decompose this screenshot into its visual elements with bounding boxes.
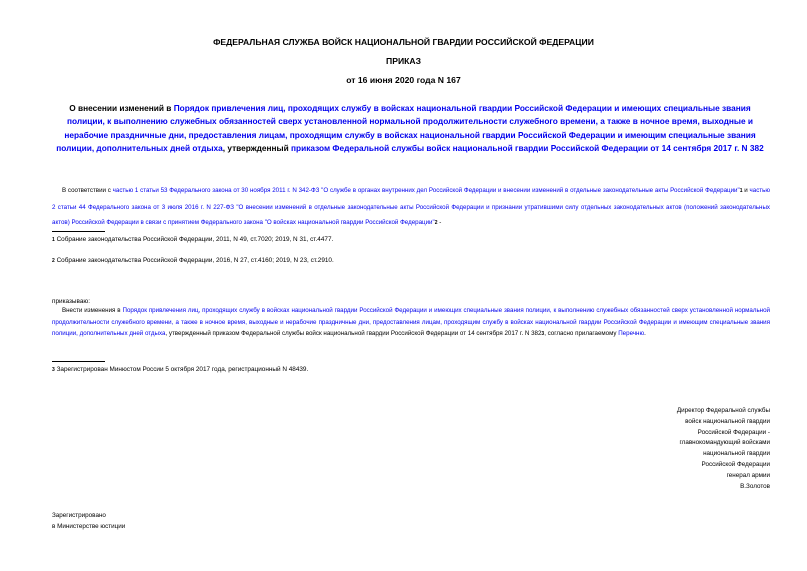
footnote-1-text: Собрание законодательства Российской Федерации, 2011, N 49, ст.7020; 2019, N 31, ст.4477.	[56, 236, 334, 243]
order-text-1: Внести изменения в	[62, 307, 123, 314]
footnote-2-number: 2	[52, 258, 55, 264]
preamble-text-2: и	[742, 187, 750, 194]
signature-line: войск национальной гвардии	[685, 417, 770, 425]
footnote-1-number: 1	[52, 237, 55, 243]
signature-line: главнокомандующий войсками	[679, 439, 770, 447]
footnote-ref-2[interactable]: 2	[434, 220, 438, 226]
order-label: приказываю:	[52, 298, 90, 305]
footnote-3-text: Зарегистрирован Минюстом России 5 октября 2017 года, регистрационный N 48439.	[56, 366, 309, 373]
order-link-procedure[interactable]: Порядок привлечения лиц, проходящих службу в войсках национальной гвардии Российской Федерации и имеющих специальные звания полиции, к выполнению служебных обязанностей сверх установленной нормальной продолжительности служебного времени, а также в ночное время, выходные и нерабочие праздничные дни, предоставления лицам, проходящим службу в войсках национальной гвардии Российской Федерации и имеющим специальные звания полиции, дополнительных дней отдыха	[52, 307, 770, 338]
title-link-procedure[interactable]: Порядок привлечения лиц, проходящих службу в войсках национальной гвардии Российской Федерации и имеющих специальные звания полиции, к выполнению служебных обязанностей сверх установленной нормальной продолжительности служебного времени, а также в ночное время, выходные и нерабочие праздничные дни, предоставления лицам, проходящим службу в войсках национальной гвардии Российской Федерации и имеющим специальные звания полиции, дополнительных дней отдыха	[56, 103, 756, 154]
preamble-paragraph	[52, 183, 770, 232]
order-text-3: , согласно прилагаемому	[544, 330, 619, 338]
signature-line: Директор Федеральной службы	[676, 407, 770, 414]
title-text-1: О внесении изменений в	[69, 103, 174, 113]
registration-line: Зарегистрировано	[52, 512, 106, 519]
footnote-1	[52, 235, 333, 245]
footnote-divider-2	[52, 361, 105, 362]
preamble-text-3: -	[437, 219, 442, 226]
preamble-link-law-227[interactable]: частью 2 статьи 44 Федерального закона от 3 июля 2016 г. N 227-ФЗ "О внесении изменений в отдельные законодательные акты Российской Федерации и признании утратившими силу отдельных законодательных актов (положений законодательных актов) Российской Федерации в связи с принятием Федерального закона "О войсках национальной гвардии Российской Федерации"	[52, 187, 770, 226]
footnote-2-text: Собрание законодательства Российской Федерации, 2016, N 27, ст.4160; 2019, N 23, ст.2910.	[56, 257, 334, 264]
doc-type-heading: ПРИКАЗ	[386, 56, 421, 66]
signature-line: генерал армии	[726, 471, 770, 479]
footnote-ref-1[interactable]: 1	[739, 188, 743, 194]
footnote-3-number: 3	[52, 367, 55, 373]
order-text-2: , утвержденный приказом Федеральной службы войск национальной гвардии Российской Федерации от 14 сентября 2017 г. N 382	[165, 330, 542, 338]
registration-line: в Министерстве юстиции	[52, 523, 126, 530]
footnote-ref-3[interactable]: 3	[541, 331, 545, 338]
date-number-heading: от 16 июня 2020 года N 167	[346, 75, 461, 85]
signature-line: национальной гвардии	[703, 450, 770, 458]
title-link-order[interactable]: приказом Федеральной службы войск национальной гвардии Российской Федерации от 14 сентября 2017 г. N 382	[291, 143, 764, 154]
order-text-4: .	[644, 330, 646, 338]
footnote-3	[52, 365, 308, 375]
footnote-2	[52, 256, 334, 266]
registration-block	[52, 510, 125, 532]
agency-heading: ФЕДЕРАЛЬНАЯ СЛУЖБА ВОЙСК НАЦИОНАЛЬНОЙ ГВАРДИИ РОССИЙСКОЙ ФЕДЕРАЦИИ	[213, 37, 594, 47]
title-text-2: , утвержденный	[222, 143, 292, 154]
signature-line: Российской Федерации	[701, 460, 770, 468]
signature-line: Российской Федерации -	[697, 428, 770, 436]
signature-name: В.Золотов	[740, 482, 770, 490]
footnote-divider	[52, 231, 105, 232]
order-paragraph	[52, 305, 770, 341]
preamble-link-law-342[interactable]: частью 1 статьи 53 Федерального закона от 30 ноября 2011 г. N 342-ФЗ "О службе в органах внутренних дел Российской Федерации и внесении изменений в отдельные законодательные акты Российской Федерации"	[112, 187, 740, 194]
order-link-list[interactable]: Перечню	[618, 330, 645, 338]
document-title	[52, 102, 768, 156]
signature-block	[677, 406, 770, 492]
preamble-text-1: В соответствии с	[62, 187, 113, 194]
